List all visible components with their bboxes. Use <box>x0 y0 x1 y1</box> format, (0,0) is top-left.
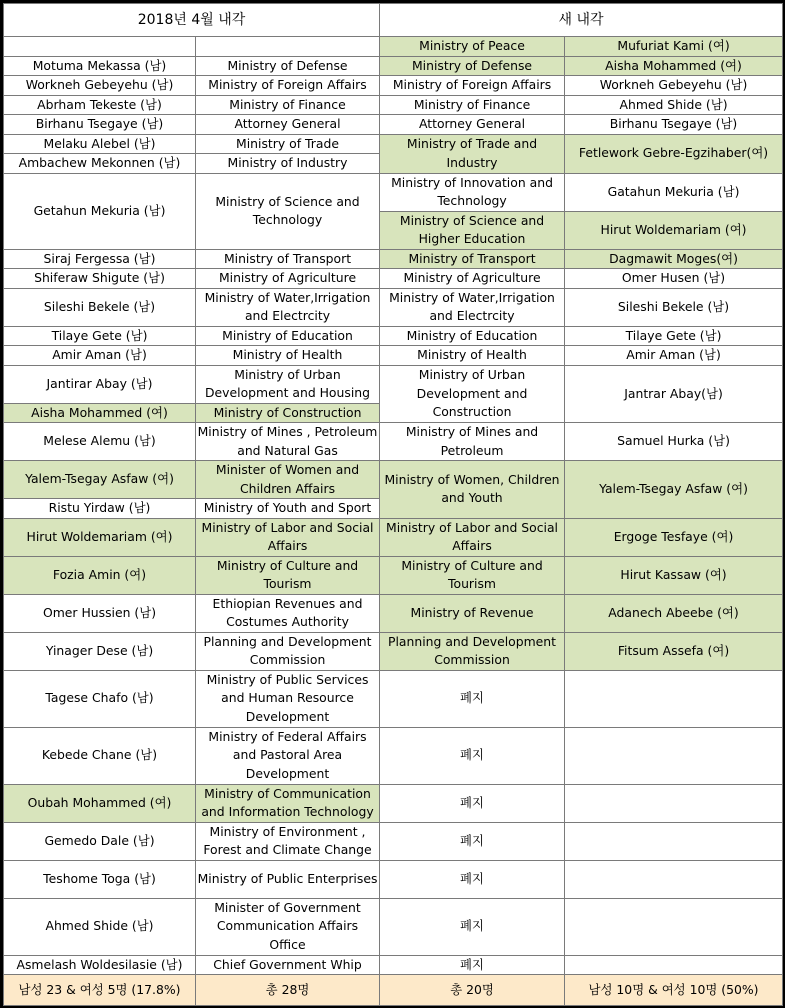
old-minister-cell: Gemedo Dale (남) <box>4 822 196 860</box>
old-ministry-cell: Ministry of Environment , Forest and Climate Change <box>196 822 380 860</box>
old-minister-cell: Oubah Mohammed (여) <box>4 784 196 822</box>
new-minister-cell: Ahmed Shide (남) <box>565 95 783 115</box>
new-ministry-cell: Ministry of Peace <box>380 37 565 57</box>
new-ministry-cell: Planning and Development Commission <box>380 632 565 670</box>
new-ministry-cell: Ministry of Mines and Petroleum <box>380 423 565 461</box>
old-ministry-cell: Ministry of Culture and Tourism <box>196 556 380 594</box>
abolished-cell: 폐지 <box>380 898 565 955</box>
empty-cell <box>565 670 783 727</box>
old-ministry-cell: Ministry of Science and Technology <box>196 173 380 249</box>
new-minister-cell: Workneh Gebeyehu (남) <box>565 76 783 96</box>
new-minister-cell: Hirut Woldemariam (여) <box>565 211 783 249</box>
new-minister-cell: Aisha Mohammed (여) <box>565 56 783 76</box>
old-minister-cell: Getahun Mekuria (남) <box>4 173 196 249</box>
new-minister-cell: Omer Husen (남) <box>565 269 783 289</box>
old-ministry-cell: Ministry of Water,Irrigation and Electrcity <box>196 288 380 326</box>
empty-cell <box>565 727 783 784</box>
old-ministry-cell: Planning and Development Commission <box>196 632 380 670</box>
abolished-cell: 폐지 <box>380 822 565 860</box>
old-minister-cell <box>4 37 196 57</box>
old-minister-cell: Yalem-Tsegay Asfaw (여) <box>4 461 196 499</box>
old-ministry-cell: Minister of Women and Children Affairs <box>196 461 380 499</box>
old-ministry-cell: Ministry of Education <box>196 326 380 346</box>
new-minister-cell: Fetlework Gebre-Egzihaber(여) <box>565 134 783 173</box>
old-minister-cell: Workneh Gebeyehu (남) <box>4 76 196 96</box>
new-minister-cell: Yalem-Tsegay Asfaw (여) <box>565 461 783 519</box>
old-minister-cell: Ambachew Mekonnen (남) <box>4 154 196 174</box>
new-minister-cell: Dagmawit Moges(여) <box>565 249 783 269</box>
old-ministry-cell: Ministry of Foreign Affairs <box>196 76 380 96</box>
old-ministry-cell: Ministry of Construction <box>196 403 380 423</box>
new-ministry-cell: Ministry of Health <box>380 346 565 366</box>
empty-cell <box>565 860 783 898</box>
abolished-cell: 폐지 <box>380 727 565 784</box>
old-minister-cell: Abrham Tekeste (남) <box>4 95 196 115</box>
new-minister-cell: Tilaye Gete (남) <box>565 326 783 346</box>
abolished-cell: 폐지 <box>380 955 565 975</box>
old-minister-cell: Shiferaw Shigute (남) <box>4 269 196 289</box>
old-ministry-cell: Chief Government Whip <box>196 955 380 975</box>
old-minister-cell: Melaku Alebel (남) <box>4 134 196 154</box>
cabinet-table <box>3 3 783 1006</box>
old-ministry-cell: Ministry of Public Services and Human Resource Development <box>196 670 380 727</box>
old-ministry-cell: Ethiopian Revenues and Costumes Authority <box>196 594 380 632</box>
new-minister-cell: Mufuriat Kami (여) <box>565 37 783 57</box>
new-ministry-cell: Ministry of Innovation and Technology <box>380 173 565 211</box>
new-ministry-cell: Ministry of Revenue <box>380 594 565 632</box>
old-minister-cell: Hirut Woldemariam (여) <box>4 518 196 556</box>
new-ministry-cell: Attorney General <box>380 115 565 135</box>
old-ministry-cell: Attorney General <box>196 115 380 135</box>
old-ministry-cell: Ministry of Transport <box>196 249 380 269</box>
old-ministry-cell: Ministry of Health <box>196 346 380 366</box>
old-ministry-cell: Ministry of Defense <box>196 56 380 76</box>
old-minister-cell: Amir Aman (남) <box>4 346 196 366</box>
old-gender-summary: 남성 23 & 여성 5명 (17.8%) <box>4 975 196 1006</box>
old-ministry-cell: Ministry of Youth and Sport <box>196 499 380 519</box>
new-minister-cell: Sileshi Bekele (남) <box>565 288 783 326</box>
new-minister-cell: Samuel Hurka (남) <box>565 423 783 461</box>
new-ministry-cell: Ministry of Water,Irrigation and Electrcity <box>380 288 565 326</box>
new-ministry-cell: Ministry of Foreign Affairs <box>380 76 565 96</box>
old-ministry-cell: Ministry of Agriculture <box>196 269 380 289</box>
old-ministry-cell: Ministry of Industry <box>196 154 380 174</box>
new-cabinet-header: 새 내각 <box>380 4 783 37</box>
old-minister-cell: Aisha Mohammed (여) <box>4 403 196 423</box>
new-minister-cell: Ergoge Tesfaye (여) <box>565 518 783 556</box>
old-ministry-cell: Ministry of Trade <box>196 134 380 154</box>
old-ministry-cell: Ministry of Urban Development and Housing <box>196 365 380 403</box>
new-minister-cell: Adanech Abeebe (여) <box>565 594 783 632</box>
abolished-cell: 폐지 <box>380 670 565 727</box>
empty-cell <box>565 822 783 860</box>
abolished-cell: 폐지 <box>380 784 565 822</box>
old-ministry-cell: Ministry of Labor and Social Affairs <box>196 518 380 556</box>
new-ministry-cell: Ministry of Culture and Tourism <box>380 556 565 594</box>
old-cabinet-header: 2018년 4월 내각 <box>4 4 380 37</box>
old-ministry-cell: Minister of Government Communication Affairs Office <box>196 898 380 955</box>
abolished-cell: 폐지 <box>380 860 565 898</box>
old-ministry-cell: Ministry of Federal Affairs and Pastoral Area Development <box>196 727 380 784</box>
empty-cell <box>565 898 783 955</box>
old-ministry-cell: Ministry of Mines , Petroleum and Natural Gas <box>196 423 380 461</box>
old-minister-cell: Tagese Chafo (남) <box>4 670 196 727</box>
old-ministry-cell: Ministry of Communication and Information Technology <box>196 784 380 822</box>
new-minister-cell: Amir Aman (남) <box>565 346 783 366</box>
old-ministry-cell: Ministry of Finance <box>196 95 380 115</box>
empty-cell <box>565 784 783 822</box>
old-ministry-cell: Ministry of Public Enterprises <box>196 860 380 898</box>
new-ministry-cell: Ministry of Trade and Industry <box>380 134 565 173</box>
new-minister-cell: Fitsum Assefa (여) <box>565 632 783 670</box>
old-minister-cell: Teshome Toga (남) <box>4 860 196 898</box>
old-minister-cell: Melese Alemu (남) <box>4 423 196 461</box>
new-ministry-cell: Ministry of Science and Higher Education <box>380 211 565 249</box>
old-minister-cell: Sileshi Bekele (남) <box>4 288 196 326</box>
old-total-summary: 총 28명 <box>196 975 380 1006</box>
new-ministry-cell: Ministry of Transport <box>380 249 565 269</box>
new-ministry-cell: Ministry of Education <box>380 326 565 346</box>
new-total-summary: 총 20명 <box>380 975 565 1006</box>
empty-cell <box>565 955 783 975</box>
new-ministry-cell: Ministry of Labor and Social Affairs <box>380 518 565 556</box>
old-minister-cell: Tilaye Gete (남) <box>4 326 196 346</box>
new-ministry-cell: Ministry of Urban Development and Construction <box>380 365 565 423</box>
new-minister-cell: Jantrar Abay(남) <box>565 365 783 423</box>
old-minister-cell: Fozia Amin (여) <box>4 556 196 594</box>
old-minister-cell: Kebede Chane (남) <box>4 727 196 784</box>
old-minister-cell: Omer Hussien (남) <box>4 594 196 632</box>
new-ministry-cell: Ministry of Finance <box>380 95 565 115</box>
new-minister-cell: Hirut Kassaw (여) <box>565 556 783 594</box>
new-minister-cell: Birhanu Tsegaye (남) <box>565 115 783 135</box>
old-minister-cell: Asmelash Woldesilasie (남) <box>4 955 196 975</box>
old-minister-cell: Birhanu Tsegaye (남) <box>4 115 196 135</box>
old-minister-cell: Siraj Fergessa (남) <box>4 249 196 269</box>
old-minister-cell: Yinager Dese (남) <box>4 632 196 670</box>
new-minister-cell: Gatahun Mekuria (남) <box>565 173 783 211</box>
new-gender-summary: 남성 10명 & 여성 10명 (50%) <box>565 975 783 1006</box>
new-ministry-cell: Ministry of Women, Children and Youth <box>380 461 565 519</box>
old-ministry-cell <box>196 37 380 57</box>
old-minister-cell: Motuma Mekassa (남) <box>4 56 196 76</box>
old-minister-cell: Ristu Yirdaw (남) <box>4 499 196 519</box>
old-minister-cell: Ahmed Shide (남) <box>4 898 196 955</box>
new-ministry-cell: Ministry of Agriculture <box>380 269 565 289</box>
old-minister-cell: Jantirar Abay (남) <box>4 365 196 403</box>
new-ministry-cell: Ministry of Defense <box>380 56 565 76</box>
